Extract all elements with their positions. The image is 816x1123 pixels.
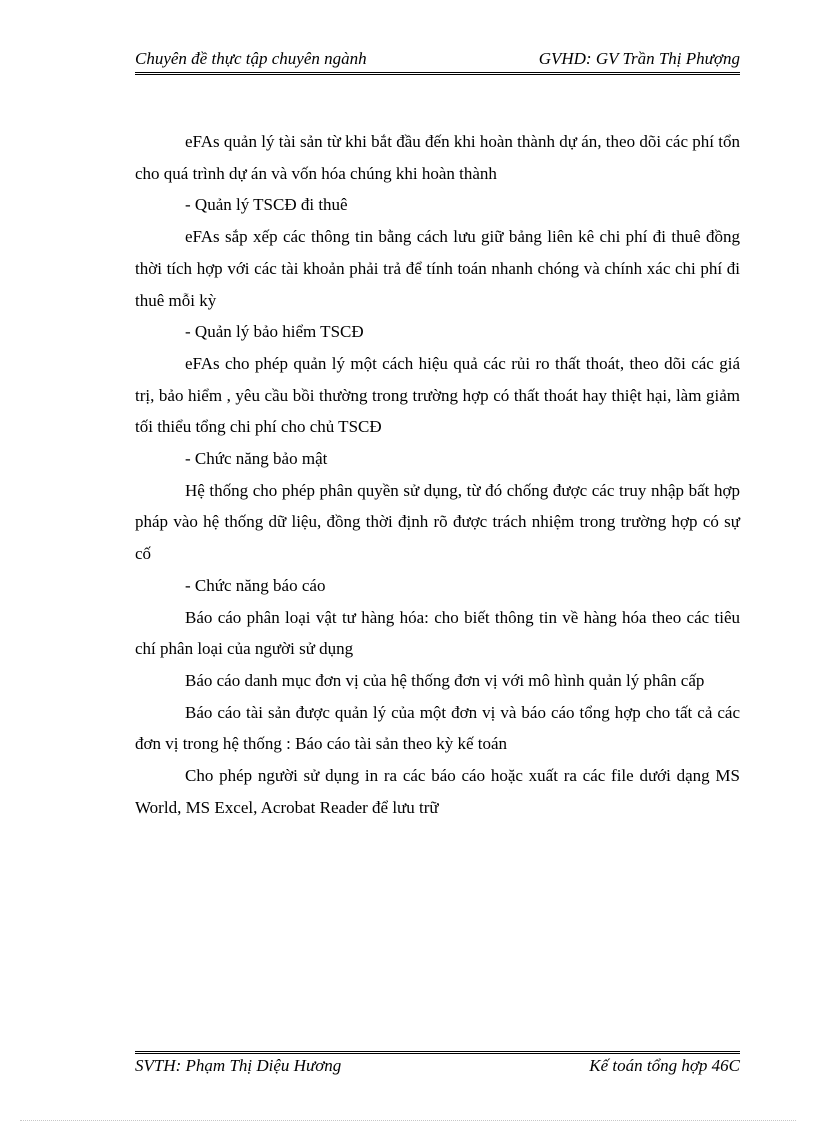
- section-heading-security: - Chức năng bảo mật: [185, 449, 328, 469]
- footer-divider: [135, 1051, 740, 1054]
- section-heading-asset-insurance: - Quản lý bảo hiểm TSCĐ: [185, 322, 364, 342]
- section-heading-leased-assets: - Quản lý TSCĐ đi thuê: [185, 195, 348, 215]
- paragraph-leased-assets: eFAs sắp xếp các thông tin bằng cách lưu giữ bảng liên kê chi phí đi thuê đồng thời tích hợp với các tài khoản phải trả để tính toán nhanh chóng và chính xác chi phí đi thuê mỗi kỳ: [135, 227, 740, 310]
- header-divider: [135, 72, 740, 75]
- footer-class: Kế toán tổng hợp 46C: [589, 1056, 740, 1075]
- section-heading-reports: - Chức năng báo cáo: [185, 575, 326, 595]
- header-document-title: Chuyên đề thực tập chuyên ngành: [135, 49, 367, 68]
- document-body: [135, 126, 740, 823]
- paragraph-report-unit-list: Báo cáo danh mục đơn vị của hệ thống đơn vị với mô hình quản lý phân cấp: [185, 670, 705, 690]
- paragraph-project-asset-management: eFAs quản lý tài sản từ khi bắt đầu đến khi hoàn thành dự án, theo dõi các phí tổn cho quá trình dự án và vốn hóa chúng khi hoàn thành: [135, 132, 740, 183]
- paragraph-report-export: Cho phép người sử dụng in ra các báo cáo hoặc xuất ra các file dưới dạng MS World, MS Excel, Acrobat Reader để lưu trữ: [135, 766, 740, 817]
- paragraph-security: Hệ thống cho phép phân quyền sử dụng, từ đó chống được các truy nhập bất hợp pháp vào hệ thống dữ liệu, đồng thời định rõ được trách nhiệm trong trường hợp có sự cố: [135, 480, 740, 564]
- page-bottom-edge: [20, 1120, 796, 1121]
- page-footer: [135, 1055, 740, 1079]
- page-header: [135, 48, 740, 72]
- paragraph-report-classification: Báo cáo phân loại vật tư hàng hóa: cho biết thông tin về hàng hóa theo các tiêu chí phân loại của người sử dụng: [135, 607, 740, 659]
- paragraph-asset-insurance: eFAs cho phép quản lý một cách hiệu quả các rủi ro thất thoát, theo dõi các giá trị, bảo hiểm , yêu cầu bồi thường trong trường hợp có thất thoát hay thiệt hại, làm giảm tối thiểu tổng chi phí cho chủ TSCĐ: [135, 353, 740, 437]
- paragraph-report-assets: Báo cáo tài sản được quản lý của một đơn vị và báo cáo tổng hợp cho tất cả các đơn vị trong hệ thống : Báo cáo tài sản theo kỳ kế toán: [135, 702, 740, 754]
- header-supervisor: GVHD: GV Trần Thị Phượng: [538, 49, 740, 68]
- footer-student-name: SVTH: Phạm Thị Diệu Hương: [135, 1056, 342, 1075]
